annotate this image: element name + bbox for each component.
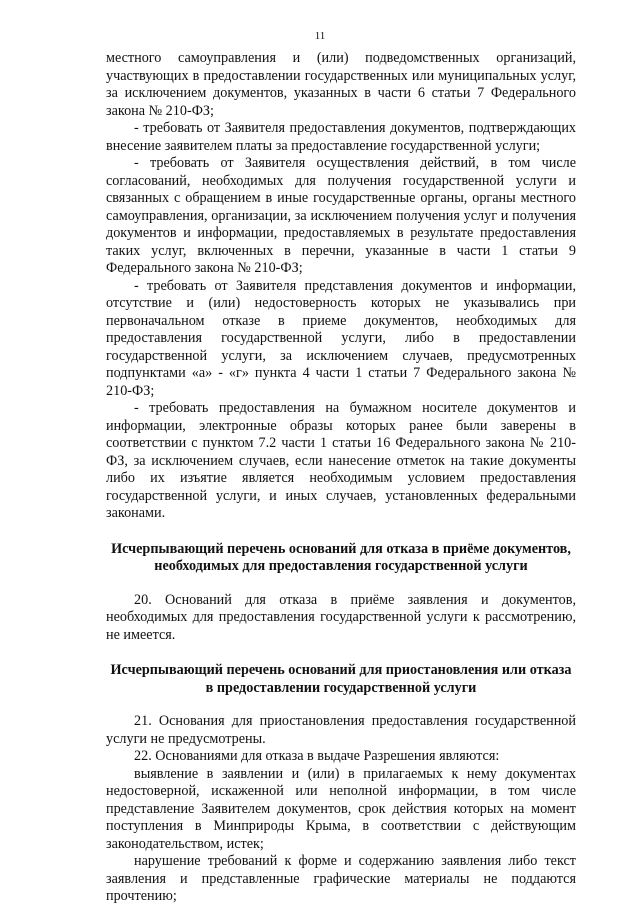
paragraph: - требовать предоставления на бумажном носителе документов и информации, электронные образы которых ранее были заверены в соответствии с пунктом 7.2 части 1 статьи 16 Федерального закона № 210-ФЗ, за исключением случаев, если нанесение отметок на такие документы либо их изъятие является необходимым условием предоставления государственной услуги, и иных случаев, установленных федеральными законами. <box>106 400 576 521</box>
paragraph: выявление в заявлении и (или) в прилагаемых к нему документах недостоверной, искаженной или неполной информации, в том числе представление Заявителем документов, срок действия которых на момент поступления в Минприроды Крыма, в соответствии с действующим законодательством, истек; <box>106 765 576 852</box>
paragraph: - требовать от Заявителя представления документов и информации, отсутствие и (или) недостоверность которых не указывались при первоначальном отказе в приеме документов, необходимых для предоставления государственной услуги, либо в предоставлении государственной услуги, за исключением случаев, предусмотренных подпунктами «а» - «г» пункта 4 части 1 статьи 7 Федерального закона № 210-ФЗ; <box>106 277 576 399</box>
document-body <box>106 50 576 906</box>
paragraph: 20. Оснований для отказа в приёме заявления и документов, необходимых для предоставления государственной услуги к рассмотрению, не имеется. <box>106 591 576 643</box>
paragraph: нарушение требований к форме и содержанию заявления либо текст заявления и представленные графические материалы не поддаются прочтению; <box>106 853 576 904</box>
section-heading: Исчерпывающий перечень оснований для приостановления или отказа в предоставлении государственной услуги <box>110 662 572 696</box>
paragraph: местного самоуправления и (или) подведомственных организаций, участвующих в предоставлении государственных или муниципальных услуг, за исключением документов, указанных в части 6 статьи 7 Федерального закона № 210-ФЗ; <box>106 50 576 119</box>
page-number: 11 <box>314 30 326 42</box>
paragraph: 21. Основания для приостановления предоставления государственной услуги не предусмотрены. <box>106 713 576 747</box>
paragraph: - требовать от Заявителя осуществления действий, в том числе согласований, необходимых для получения государственной услуги и связанных с обращением в иные государственные органы, органы местного самоуправления, организации, за исключением получения услуг и получения документов и информации, предоставляемых в результате предоставления таких услуг, включенных в перечни, указанные в части 1 статьи 9 Федерального закона № 210-ФЗ; <box>106 155 576 276</box>
paragraph: - требовать от Заявителя предоставления документов, подтверждающих внесение заявителем платы за предоставление государственной услуги; <box>106 120 576 154</box>
paragraph: 22. Основаниями для отказа в выдаче Разрешения являются: <box>134 748 500 764</box>
section-heading: Исчерпывающий перечень оснований для отказа в приёме документов, необходимых для предоставления государственной услуги <box>111 540 571 574</box>
